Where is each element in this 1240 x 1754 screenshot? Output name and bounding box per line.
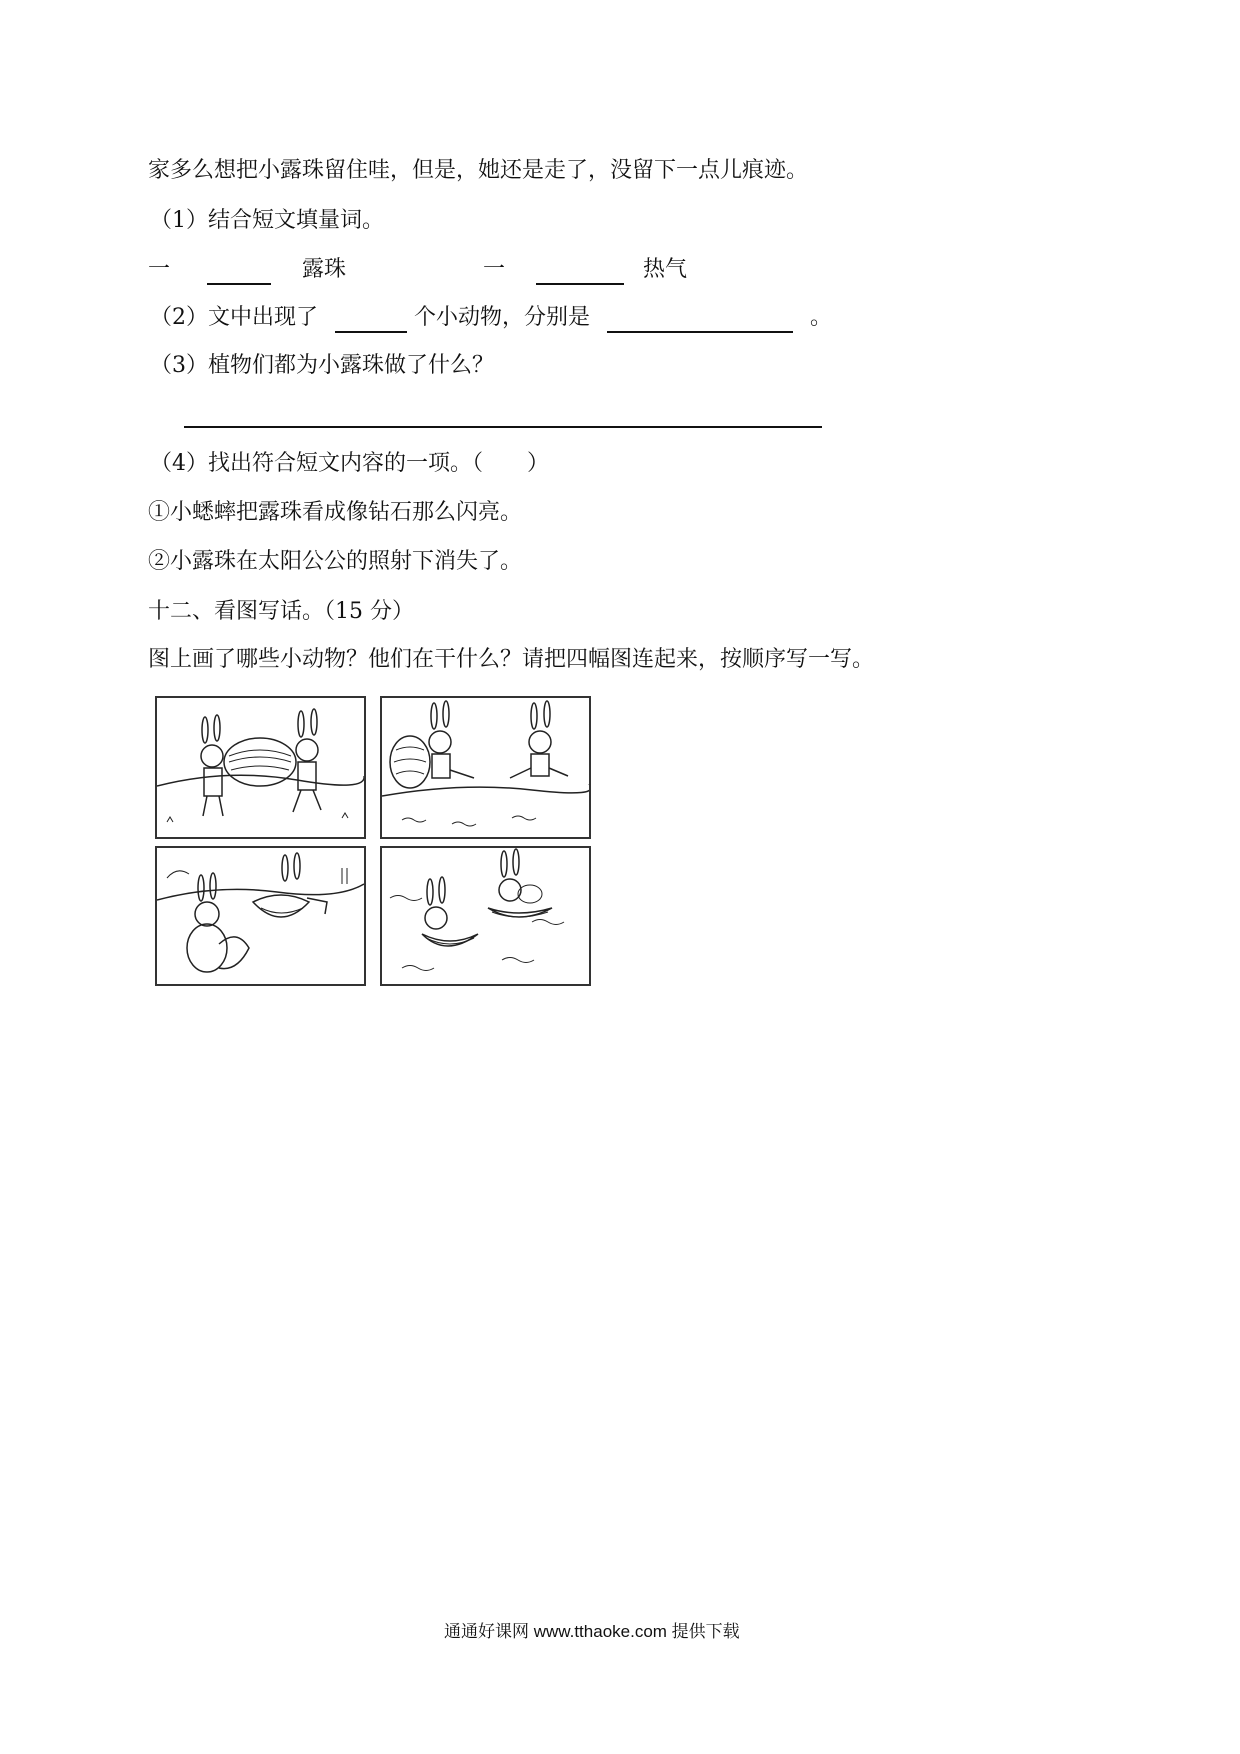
- q1-prefix-2: 一: [483, 257, 506, 282]
- passage-last-line: 家多么想把小露珠留住哇，但是，她还是走了，没留下一点儿痕迹。: [148, 158, 809, 183]
- picture-3-watermelon-halves: [155, 846, 366, 986]
- question-3-prompt: （3）植物们都为小露珠做了什么？: [150, 353, 494, 378]
- footer-source: 通通好课网 www.tthaoke.com 提供下载: [444, 1622, 740, 1641]
- picture-2-rabbits-by-river: [380, 696, 591, 839]
- question-4-prompt: （4）找出符合短文内容的一项。（ ）: [150, 451, 549, 476]
- question-4-option-1: ①小蟋蟀把露珠看成像钻石那么闪亮。: [148, 500, 523, 525]
- q1-prefix-1: 一: [148, 257, 171, 282]
- picture-3-drawing: [157, 848, 364, 984]
- q2-prompt-middle: 个小动物，分别是: [414, 305, 591, 330]
- q2-count-blank[interactable]: [335, 309, 407, 333]
- picture-1-drawing: [157, 698, 364, 837]
- question-4-option-2: ②小露珠在太阳公公的照射下消失了。: [148, 549, 523, 574]
- picture-2-drawing: [382, 698, 589, 837]
- picture-4-drawing: [382, 848, 589, 984]
- q1-word-1: 露珠: [302, 257, 347, 282]
- question-1-fill-row: [148, 255, 687, 285]
- question-3-answer-line[interactable]: [184, 426, 822, 428]
- q1-blank-2[interactable]: [536, 261, 624, 285]
- section-12-heading: 十二、看图写话。（15 分）: [148, 599, 414, 624]
- question-2-row: [150, 303, 832, 333]
- q2-prompt-end: 。: [810, 305, 833, 330]
- picture-4-watermelon-boats: [380, 846, 591, 986]
- q1-blank-1[interactable]: [207, 261, 271, 285]
- picture-1-rabbits-carry-watermelon: [155, 696, 366, 839]
- q2-prompt-start: （2）文中出现了: [150, 305, 318, 330]
- q2-names-blank[interactable]: [607, 309, 793, 333]
- question-1-prompt: （1）结合短文填量词。: [150, 208, 384, 233]
- section-12-instruction: 图上画了哪些小动物？他们在干什么？请把四幅图连起来，按顺序写一写。: [148, 647, 875, 672]
- q1-word-2: 热气: [643, 257, 688, 282]
